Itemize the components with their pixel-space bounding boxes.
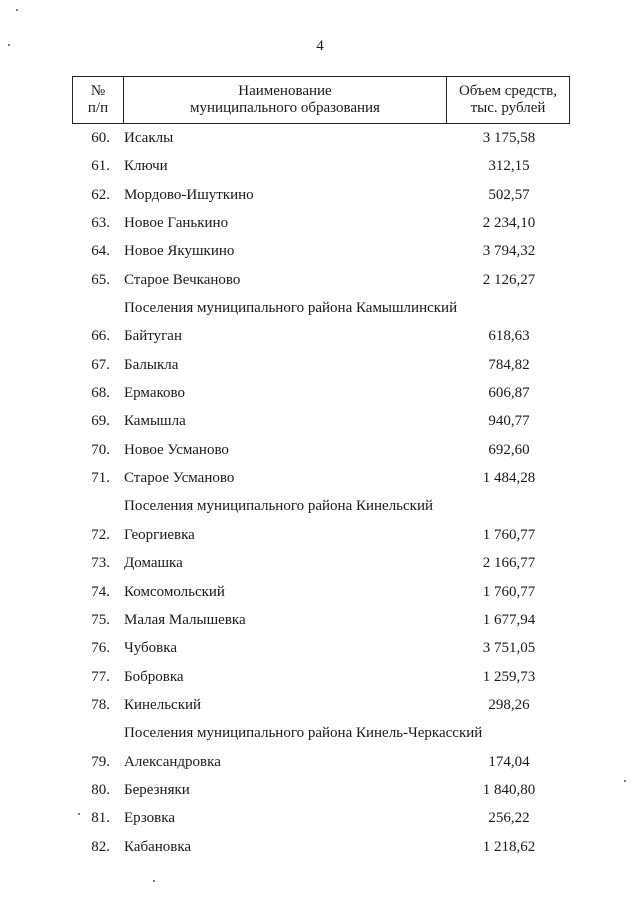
- table-header: [72, 76, 570, 124]
- header-name-column: [124, 77, 447, 124]
- table-row: [72, 663, 570, 691]
- funding-amount: 692,60: [488, 441, 530, 458]
- table-row: [72, 521, 570, 549]
- scan-speck: [153, 880, 155, 882]
- funding-amount: 940,77: [488, 413, 530, 430]
- row-number: 66.: [91, 328, 110, 345]
- funding-amount: 2 166,77: [482, 555, 536, 572]
- municipality-name: Новое Ганькино: [124, 215, 229, 232]
- row-number: 77.: [91, 668, 110, 685]
- header-number-line2: п/п: [87, 100, 109, 116]
- funding-amount: 312,15: [488, 158, 530, 175]
- table-row: [72, 266, 570, 294]
- municipality-name: Байтуган: [124, 328, 182, 345]
- municipality-name: Александровка: [124, 753, 221, 770]
- section-heading-row: [72, 492, 570, 520]
- municipality-name: Чубовка: [124, 640, 177, 657]
- row-number: 65.: [91, 271, 110, 288]
- page-number: 4: [316, 38, 324, 54]
- row-number: 67.: [91, 356, 110, 373]
- header-name-line1: Наименование: [238, 83, 332, 99]
- row-number: 64.: [91, 243, 110, 260]
- scan-speck: [16, 9, 18, 11]
- municipality-name: Бобровка: [124, 668, 184, 685]
- scan-speck: [8, 44, 10, 46]
- municipality-name: Балыкла: [124, 356, 179, 373]
- municipality-name: Домашка: [124, 555, 183, 572]
- table-body: [72, 124, 570, 861]
- municipality-name: Георгиевка: [124, 526, 195, 543]
- section-heading: Поселения муниципального района Камышлинский: [124, 300, 458, 317]
- header-name-line2: муниципального образования: [190, 100, 380, 116]
- table-row: [72, 634, 570, 662]
- section-heading: Поселения муниципального района Кинель-Черкасский: [124, 725, 483, 742]
- municipality-name: Ключи: [124, 158, 168, 175]
- row-number: 73.: [91, 555, 110, 572]
- row-number: 82.: [91, 838, 110, 855]
- row-number: 80.: [91, 781, 110, 798]
- funding-amount: 502,57: [488, 186, 530, 203]
- table-row: [72, 436, 570, 464]
- municipality-name: Ерзовка: [124, 810, 175, 827]
- table-row: [72, 181, 570, 209]
- row-number: 61.: [91, 158, 110, 175]
- municipality-name: Исаклы: [124, 130, 174, 146]
- funding-amount: 3 175,58: [482, 130, 536, 146]
- row-number: 69.: [91, 413, 110, 430]
- funding-amount: 3 794,32: [482, 243, 536, 260]
- funding-amount: 618,63: [488, 328, 530, 345]
- section-heading-row: [72, 719, 570, 747]
- funding-amount: 174,04: [488, 753, 530, 770]
- row-number: 63.: [91, 215, 110, 232]
- row-number: 62.: [91, 186, 110, 203]
- table-row: [72, 804, 570, 832]
- funding-amount: 1 484,28: [482, 470, 536, 487]
- funding-amount: 1 760,77: [482, 583, 536, 600]
- funding-amount: 1 259,73: [482, 668, 536, 685]
- municipality-name: Малая Малышевка: [124, 611, 246, 628]
- municipality-name: Новое Усманово: [124, 441, 229, 458]
- row-number: 75.: [91, 611, 110, 628]
- table-row: [72, 209, 570, 237]
- row-number: 68.: [91, 385, 110, 402]
- funding-amount: 1 677,94: [482, 611, 536, 628]
- funding-amount: 784,82: [488, 356, 530, 373]
- table-row: [72, 351, 570, 379]
- row-number: 74.: [91, 583, 110, 600]
- table-row: [72, 322, 570, 350]
- table-row: [72, 464, 570, 492]
- municipality-name: Кабановка: [124, 838, 192, 855]
- table-row: [72, 833, 570, 861]
- table-row: [72, 691, 570, 719]
- header-value-column: [447, 77, 570, 124]
- row-number: 79.: [91, 753, 110, 770]
- table-row: [72, 124, 570, 152]
- municipality-name: Старое Усманово: [124, 470, 235, 487]
- table-row: [72, 578, 570, 606]
- table-row: [72, 152, 570, 180]
- section-heading-row: [72, 294, 570, 322]
- header-number-column: [73, 77, 124, 124]
- row-number: 76.: [91, 640, 110, 657]
- row-number: 72.: [91, 526, 110, 543]
- funding-amount: 606,87: [488, 385, 530, 402]
- funding-amount: 256,22: [488, 810, 530, 827]
- table-row: [72, 748, 570, 776]
- funding-amount: 3 751,05: [482, 640, 536, 657]
- scan-speck: [78, 813, 80, 815]
- row-number: 81.: [91, 810, 110, 827]
- municipality-name: Ермаково: [124, 385, 185, 402]
- table-row: [72, 776, 570, 804]
- municipality-name: Камышла: [124, 413, 186, 430]
- municipality-name: Новое Якушкино: [124, 243, 235, 260]
- funding-amount: 1 760,77: [482, 526, 536, 543]
- row-number: 71.: [91, 470, 110, 487]
- municipality-name: Мордово-Ишуткино: [124, 186, 254, 203]
- table-row: [72, 237, 570, 265]
- row-number: 78.: [91, 696, 110, 713]
- row-number: 60.: [91, 130, 110, 146]
- header-value-line1: Объем средств,: [458, 83, 558, 99]
- funding-amount: 298,26: [488, 696, 530, 713]
- municipality-name: Старое Вечканово: [124, 271, 241, 288]
- scan-speck: [624, 780, 626, 782]
- row-number: 70.: [91, 441, 110, 458]
- header-number-line1: №: [90, 83, 106, 99]
- table-row: [72, 379, 570, 407]
- funding-amount: 1 840,80: [482, 781, 536, 798]
- table-row: [72, 407, 570, 435]
- table-row: [72, 606, 570, 634]
- section-heading: Поселения муниципального района Кинельский: [124, 498, 434, 515]
- funding-amount: 2 234,10: [482, 215, 536, 232]
- table-row: [72, 549, 570, 577]
- municipality-name: Комсомольский: [124, 583, 225, 600]
- header-value-line2: тыс. рублей: [470, 100, 546, 116]
- funding-amount: 2 126,27: [482, 271, 536, 288]
- municipality-name: Березняки: [124, 781, 190, 798]
- municipality-name: Кинельский: [124, 696, 202, 713]
- funding-amount: 1 218,62: [482, 838, 536, 855]
